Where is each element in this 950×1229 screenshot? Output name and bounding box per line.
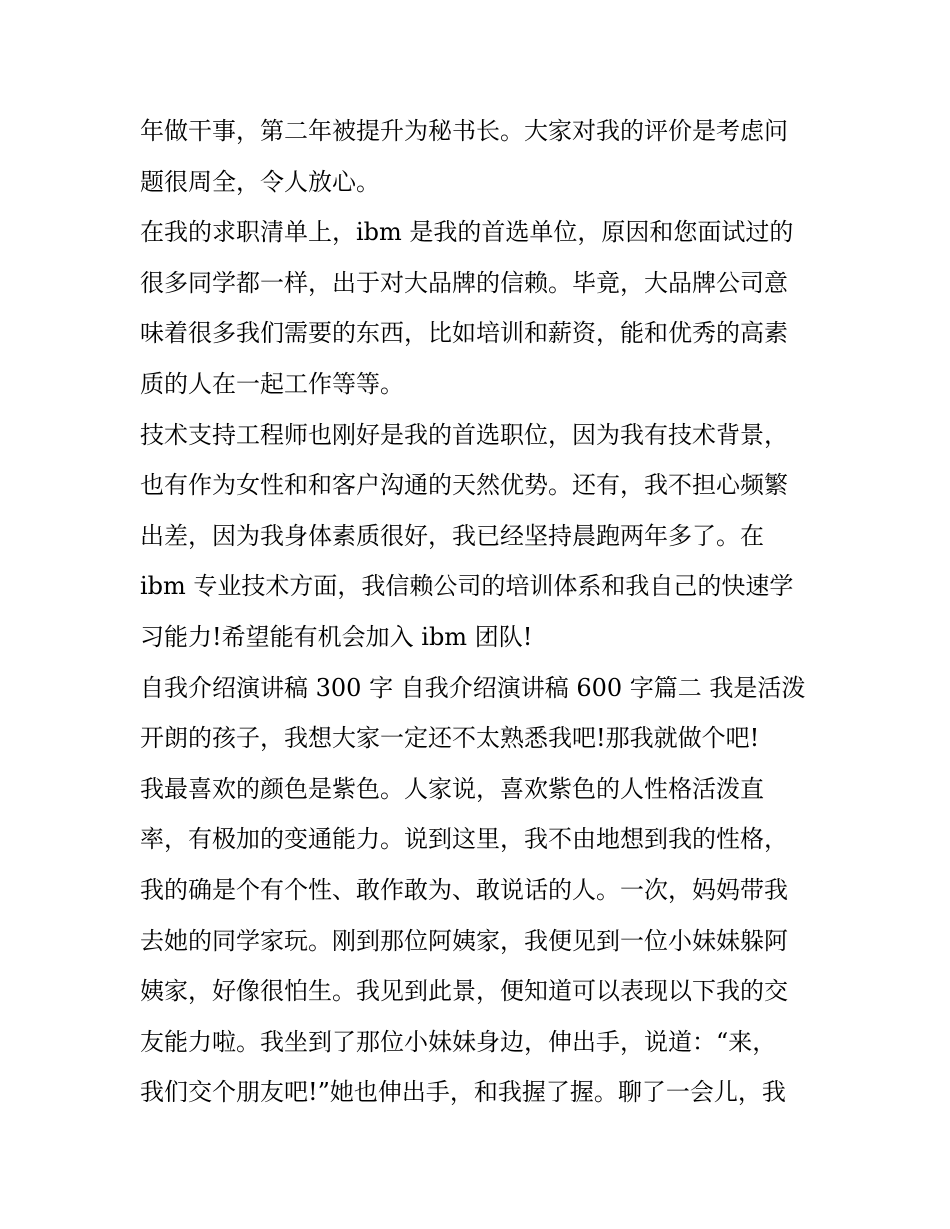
text-line: 我最喜欢的颜色是紫色。人家说，喜欢紫色的人性格活泼直: [140, 774, 764, 803]
body-text: [140, 106, 820, 1118]
text-line: 友能力啦。我坐到了那位小妹妹身边，伸出手，说道：“来，: [140, 1027, 777, 1056]
text-line: 习能力!希望能有机会加入 ibm 团队!: [140, 622, 533, 651]
text-line: 自我介绍演讲稿 300 字 自我介绍演讲稿 600 字篇二 我是活泼: [140, 673, 806, 702]
text-line: 很多同学都一样，出于对大品牌的信赖。毕竟，大品牌公司意: [140, 268, 788, 297]
text-line: 率，有极加的变通能力。说到这里，我不由地想到我的性格，: [140, 825, 788, 854]
text-line: 我们交个朋友吧!”她也伸出手，和我握了握。聊了一会儿，我: [140, 1078, 786, 1107]
text-line: 出差，因为我身体素质很好，我已经坚持晨跑两年多了。在: [140, 521, 764, 550]
text-line: 年做干事，第二年被提升为秘书长。大家对我的评价是考虑问: [140, 117, 788, 145]
text-line: 姨家，好像很怕生。我见到此景，便知道可以表现以下我的交: [140, 977, 788, 1006]
text-line: 题很周全，令人放心。: [140, 167, 380, 196]
text-line: 我的确是个有个性、敢作敢为、敢说话的人。一次，妈妈带我: [140, 875, 788, 904]
text-line: ibm 专业技术方面，我信赖公司的培训体系和我自己的快速学: [140, 572, 794, 601]
text-line: 技术支持工程师也刚好是我的首选职位，因为我有技术背景，: [140, 420, 788, 449]
text-line: 质的人在一起工作等等。: [140, 369, 404, 398]
text-line: 开朗的孩子，我想大家一定还不太熟悉我吧!那我就做个吧!: [140, 724, 760, 753]
text-line: 去她的同学家玩。刚到那位阿姨家，我便见到一位小妹妹躲阿: [140, 926, 788, 955]
text-line: 在我的求职清单上，ibm 是我的首选单位，原因和您面试过的: [140, 218, 794, 247]
text-line: 也有作为女性和和客户沟通的天然优势。还有，我不担心频繁: [140, 471, 788, 500]
text-line: 味着很多我们需要的东西，比如培训和薪资，能和优秀的高素: [140, 319, 788, 348]
